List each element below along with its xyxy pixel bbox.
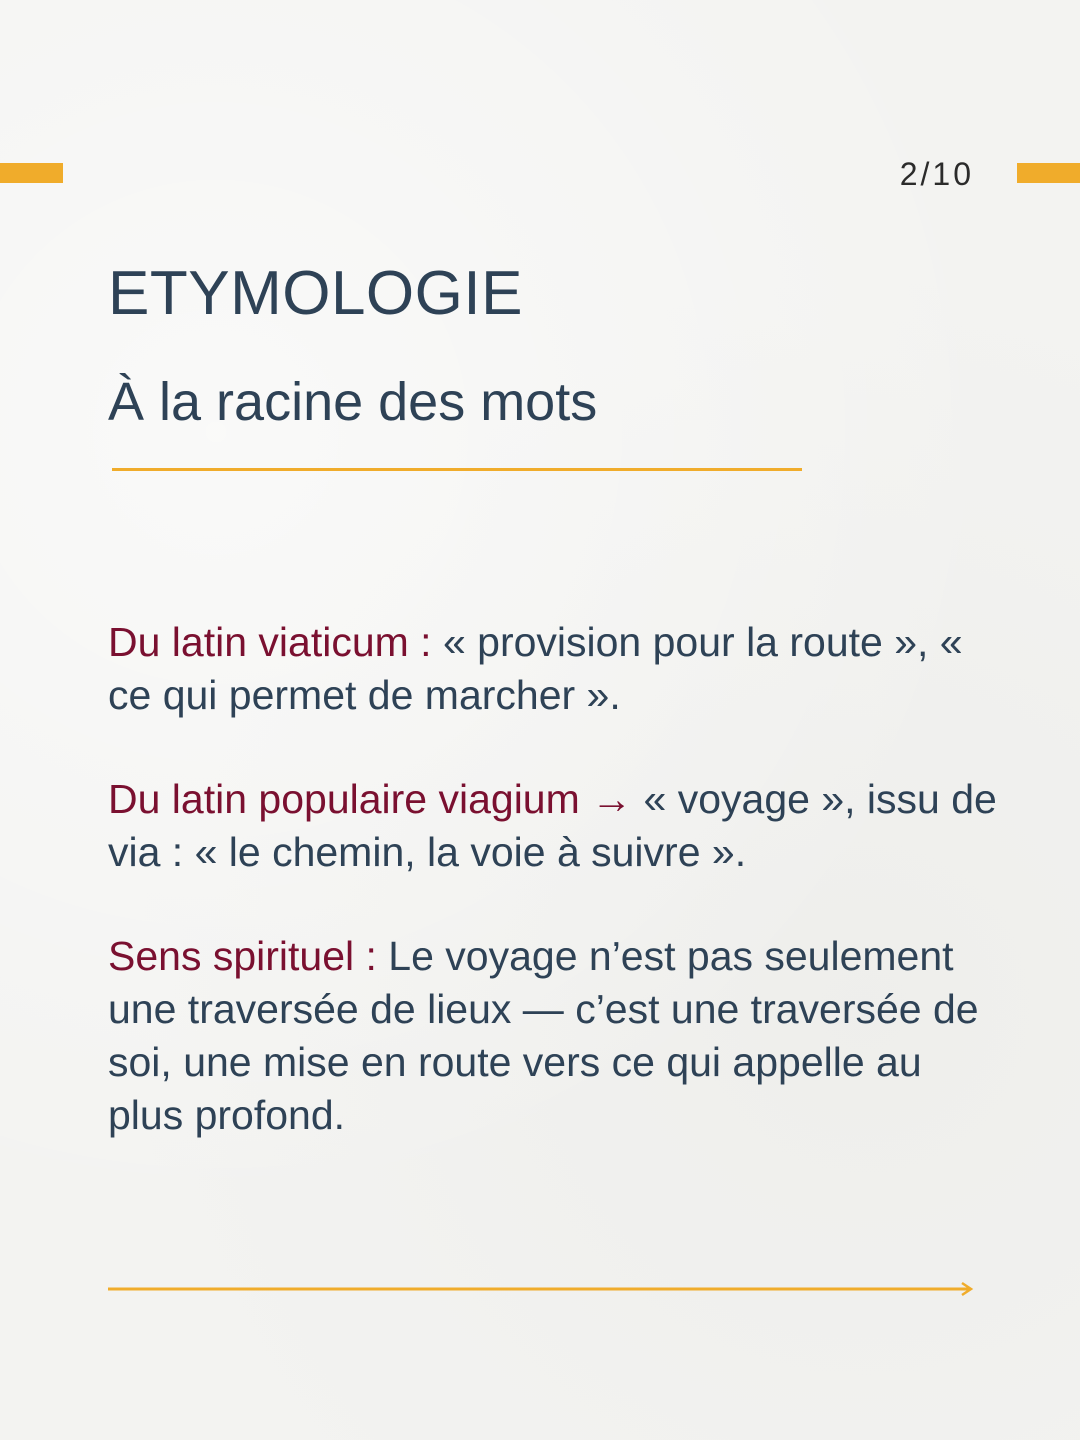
paragraph-lead: Du latin viaticum : — [108, 619, 432, 665]
page-subtitle: À la racine des mots — [108, 372, 598, 432]
right-accent-bar — [1017, 163, 1080, 183]
content-body — [108, 616, 1008, 1193]
paragraph-popular-latin — [108, 773, 1008, 879]
left-accent-bar — [0, 163, 63, 183]
page-title: ETYMOLOGIE — [108, 259, 523, 328]
paragraph-text: « voyage », issu de via : « le chemin, la voie à suivre ». — [108, 776, 997, 875]
paragraph-text: « provision pour la route », « ce qui permet de marcher ». — [108, 619, 963, 718]
paragraph-latin-origin — [108, 616, 1008, 722]
arrow-right-icon[interactable] — [108, 1278, 974, 1300]
paragraph-lead: Du latin populaire viagium → — [108, 776, 633, 822]
title-divider — [112, 468, 802, 471]
paragraph-lead: Sens spirituel : — [108, 933, 377, 979]
paragraph-spiritual-sense — [108, 930, 1008, 1142]
page-counter: 2/10 — [899, 156, 974, 192]
paragraph-text: Le voyage n’est pas seulement une traversée de lieux — c’est une traversée de soi, une mise en route vers ce qui appelle au plus profond. — [108, 933, 979, 1138]
